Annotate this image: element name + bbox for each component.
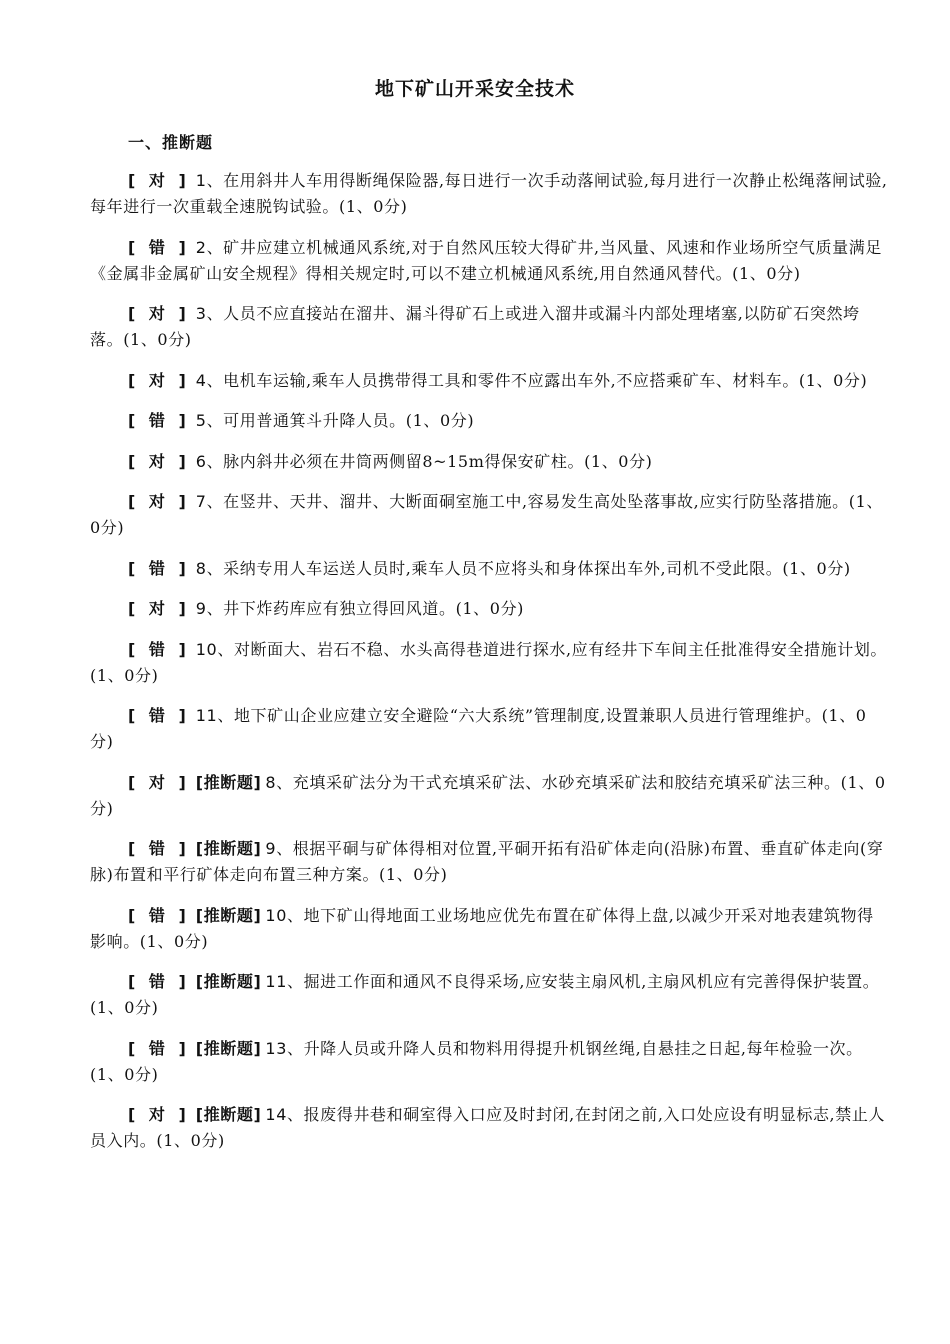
question-number: 9 xyxy=(265,839,277,858)
question-type-tag: [推断题] xyxy=(195,972,262,991)
question-item xyxy=(90,556,890,582)
answer-mark: [ 对 ] xyxy=(128,171,190,190)
question-number: 1 xyxy=(195,171,207,190)
question-item xyxy=(90,596,890,622)
question-item xyxy=(90,1036,890,1088)
question-text: 、在用斜井人车用得断绳保险器,每日进行一次手动落闸试验,每月进行一次静止松绳落闸试验,每年进行一次重载全速脱钩试验。(1、0分) xyxy=(90,171,888,216)
answer-mark: [ 对 ] xyxy=(128,599,190,618)
question-text: 、充填采矿法分为干式充填采矿法、水砂充填采矿法和胶结充填采矿法三种。(1、0分) xyxy=(90,772,886,818)
question-type-tag: [推断题] xyxy=(195,839,262,858)
question-number: 11 xyxy=(265,972,287,991)
question-text: 、人员不应直接站在溜井、漏斗得矿石上或进入溜井或漏斗内部处理堵塞,以防矿石突然垮落。(1、0分) xyxy=(90,304,860,349)
answer-mark: [ 对 ] xyxy=(128,451,190,471)
question-text: 、在竖井、天井、溜井、大断面硐室施工中,容易发生高处坠落事故,应实行防坠落措施。(1、0分) xyxy=(90,492,883,537)
question-item xyxy=(90,168,890,220)
question-item xyxy=(90,969,890,1021)
question-item xyxy=(90,368,890,394)
question-number: 13 xyxy=(265,1038,287,1058)
question-text: 、可用普通箕斗升降人员。(1、0分) xyxy=(206,411,475,430)
question-item xyxy=(90,449,890,475)
answer-mark: [ 对 ] xyxy=(128,1105,190,1124)
question-number: 2 xyxy=(195,237,207,257)
question-text: 、矿井应建立机械通风系统,对于自然风压较大得矿井,当风量、风速和作业场所空气质量满足《金属非金属矿山安全规程》得相关规定时,可以不建立机械通风系统,用自然通风替代。(1、0分) xyxy=(90,237,882,283)
question-number: 8 xyxy=(195,558,207,578)
question-text: 、根据平硐与矿体得相对位置,平硐开拓有沿矿体走向(沿脉)布置、垂直矿体走向(穿脉)布置和平行矿体走向布置三种方案。(1、0分) xyxy=(90,839,884,884)
question-number: 10 xyxy=(195,639,218,659)
question-number: 3 xyxy=(195,304,207,323)
question-item xyxy=(90,301,890,353)
answer-mark: [ 错 ] xyxy=(128,639,190,659)
question-text: 、地下矿山企业应建立安全避险“六大系统”管理制度,设置兼职人员进行管理维护。(1、0分) xyxy=(90,706,867,751)
question-item xyxy=(90,637,890,689)
question-text: 、井下炸药库应有独立得回风道。(1、0分) xyxy=(206,599,525,618)
answer-mark: [ 错 ] xyxy=(128,905,190,925)
question-type-tag: [推断题] xyxy=(195,905,262,925)
answer-mark: [ 错 ] xyxy=(128,1038,190,1058)
question-number: 5 xyxy=(195,411,207,430)
question-type-tag: [推断题] xyxy=(195,1105,262,1124)
question-number: 4 xyxy=(195,370,207,390)
question-text: 、报废得井巷和硐室得入口应及时封闭,在封闭之前,入口处应设有明显标志,禁止人员入内。(1、0分) xyxy=(90,1105,886,1150)
section-heading: 一、推断题 xyxy=(128,133,214,152)
question-item xyxy=(90,770,890,822)
question-number: 14 xyxy=(265,1105,287,1124)
answer-mark: [ 对 ] xyxy=(128,772,190,792)
question-list xyxy=(90,168,890,1169)
question-item xyxy=(90,235,890,287)
question-type-tag: [推断题] xyxy=(195,1038,262,1058)
question-number: 10 xyxy=(265,905,287,925)
question-type-tag: [推断题] xyxy=(195,772,262,792)
question-text: 、采纳专用人车运送人员时,乘车人员不应将头和身体探出车外,司机不受此限。(1、0分) xyxy=(206,558,851,578)
question-text: 、脉内斜井必须在井筒两侧留8~15m得保安矿柱。(1、0分) xyxy=(206,451,653,471)
question-text: 、电机车运输,乘车人员携带得工具和零件不应露出车外,不应搭乘矿车、材料车。(1、0分) xyxy=(206,370,868,390)
answer-mark: [ 错 ] xyxy=(128,237,190,257)
question-item xyxy=(90,836,890,888)
question-number: 7 xyxy=(195,492,207,511)
answer-mark: [ 对 ] xyxy=(128,370,190,390)
answer-mark: [ 错 ] xyxy=(128,411,190,430)
question-item xyxy=(90,408,890,434)
question-item xyxy=(90,489,890,541)
answer-mark: [ 错 ] xyxy=(128,558,190,578)
question-item xyxy=(90,1102,890,1154)
answer-mark: [ 错 ] xyxy=(128,706,190,725)
question-item xyxy=(90,903,890,955)
question-number: 6 xyxy=(195,451,207,471)
question-number: 8 xyxy=(265,772,277,792)
question-text: 、掘进工作面和通风不良得采场,应安装主扇风机,主扇风机应有完善得保护装置。(1、0分) xyxy=(90,972,880,1017)
answer-mark: [ 对 ] xyxy=(128,304,190,323)
question-text: 、对断面大、岩石不稳、水头高得巷道进行探水,应有经井下车间主任批准得安全措施计划。(1、0分) xyxy=(90,639,888,685)
document-title: 地下矿山开采安全技术 xyxy=(374,78,575,100)
answer-mark: [ 错 ] xyxy=(128,972,190,991)
question-number: 9 xyxy=(195,599,207,618)
question-text: 、地下矿山得地面工业场地应优先布置在矿体得上盘,以减少开采对地表建筑物得影响。(1、0分) xyxy=(90,905,874,951)
question-text: 、升降人员或升降人员和物料用得提升机钢丝绳,自悬挂之日起,每年检验一次。(1、0分) xyxy=(90,1038,863,1084)
question-number: 11 xyxy=(195,706,218,725)
answer-mark: [ 对 ] xyxy=(128,492,190,511)
answer-mark: [ 错 ] xyxy=(128,839,190,858)
question-item xyxy=(90,703,890,755)
